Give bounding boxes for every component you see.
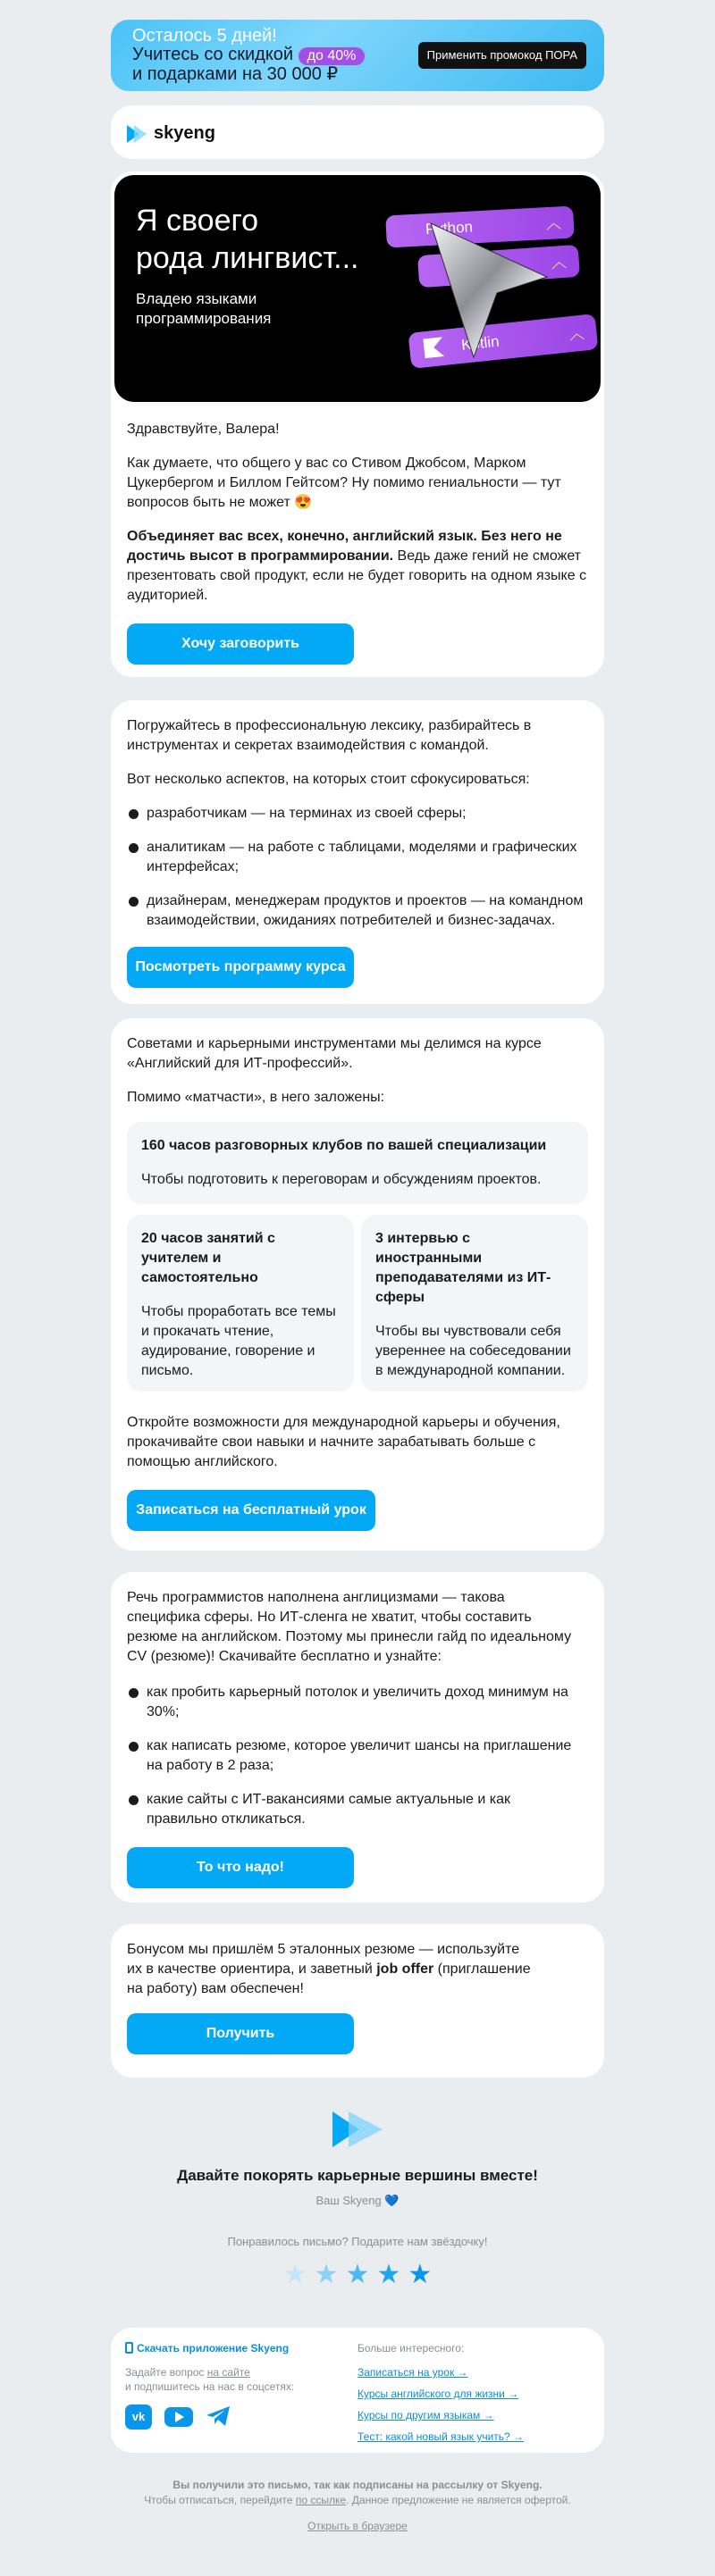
intro-paragraph-2: Объединяет вас всех, конечно, английский язык. Без него не достичь высот в программировании. Ведь даже гений не сможет презентовать свой продукт, если не будет говорить на одном языке с аудиторией.	[127, 529, 587, 603]
banner-line1: Осталось 5 дней!	[132, 26, 277, 46]
chevron-up-icon: ︿	[545, 214, 562, 233]
python-pill: Python ︿	[385, 206, 575, 248]
skyeng-logo-icon	[329, 2110, 386, 2149]
subscription-note: Вы получили это письмо, так как подписаны на рассылку от Skyeng.	[172, 2479, 543, 2491]
intro-paragraph: Как думаете, что общего у вас со Стивом Джобсом, Марком Цукербергом и Биллом Гейтсом? Ну помимо гениальности — тут вопросов быть не может 😍	[127, 456, 561, 510]
link-language-test[interactable]: Тест: какой новый язык учить? →	[358, 2430, 525, 2443]
vk-icon[interactable]: vk	[125, 2405, 152, 2430]
list-item: какие сайты с ИТ-вакансиями самые актуальные и как правильно откликаться.	[127, 1790, 574, 1829]
banner-text	[132, 27, 365, 84]
more-links	[358, 2362, 590, 2447]
aspects-list	[127, 804, 588, 931]
list-item: аналитикам — на работе с таблицами, моделями и графических интерфейсах;	[127, 838, 588, 877]
get-guide-button[interactable]: То что надо!	[127, 1847, 354, 1888]
bonus-card	[111, 1924, 604, 2078]
vocab-card	[111, 700, 604, 1004]
promo-banner[interactable]	[111, 20, 604, 91]
star-icon[interactable]: ★	[282, 2260, 307, 2289]
star-icon[interactable]: ★	[314, 2260, 339, 2289]
more-title: Больше интересного:	[358, 2342, 465, 2354]
link-book-lesson[interactable]: Записаться на урок →	[358, 2366, 468, 2379]
get-bonus-button[interactable]: Получить	[127, 2013, 354, 2054]
closing-section	[111, 2110, 604, 2208]
hero-title: Я своего рода лингвист...	[136, 204, 359, 275]
hero-subtitle: Владею языками программирования	[136, 290, 272, 327]
promo-code-button[interactable]: Применить промокод ПОРА	[418, 42, 586, 69]
feature-interviews: 3 интервью с иностранными преподавателями из ИТ-сферы Чтобы вы чувствовали себя увереннее на собеседовании в международной компании.	[361, 1215, 588, 1392]
free-lesson-button[interactable]: Записаться на бесплатный урок	[127, 1490, 375, 1531]
signature: Ваш Skyeng 💙	[315, 2194, 400, 2207]
rating-section	[111, 2235, 604, 2290]
feature-lessons: 20 часов занятий с учителем и самостоятельно Чтобы проработать все темы и прокачать чтение, аудирование, говорение и письмо.	[127, 1215, 354, 1392]
course-card	[111, 1018, 604, 1551]
star-rating	[111, 2259, 604, 2290]
banner-line3: и подарками на 30 000 ₽	[132, 64, 339, 84]
social-links	[125, 2405, 340, 2430]
rating-prompt: Понравилось письмо? Подарите нам звёздочку!	[227, 2235, 488, 2248]
open-in-browser-link[interactable]: Открыть в браузере	[307, 2520, 408, 2532]
chevron-up-icon: ︿	[568, 324, 585, 344]
kotlin-pill: Kotlin ︿	[408, 314, 598, 369]
feature-speaking-clubs: 160 часов разговорных клубов по вашей специализации Чтобы подготовить к переговорам и обсуждениям проектов.	[127, 1122, 588, 1204]
unsubscribe-link[interactable]: по ссылке	[295, 2494, 347, 2506]
list-item: как пробить карьерный потолок и увеличить доход минимум на 30%;	[127, 1683, 574, 1722]
course-paragraph: Советами и карьерными инструментами мы делимся на курсе «Английский для ИТ-профессий».	[127, 1036, 542, 1071]
vocab-paragraph-2: Вот несколько аспектов, на которых стоит сфокусироваться:	[127, 772, 530, 787]
star-icon[interactable]: ★	[376, 2260, 401, 2289]
link-english-life[interactable]: Курсы английского для жизни →	[358, 2388, 519, 2400]
list-item: разработчикам — на терминах из своей сферы;	[127, 804, 588, 824]
footer-left	[125, 2342, 340, 2430]
footer-right	[358, 2342, 590, 2447]
list-item: дизайнерам, менеджерам продуктов и проектов — на командном взаимодействии, ожиданиях потребителей и бизнес-задачах.	[127, 891, 588, 931]
view-program-button[interactable]: Посмотреть программу курса	[127, 947, 354, 988]
discount-badge: до 40%	[299, 47, 366, 65]
hero-image	[114, 175, 601, 402]
star-icon[interactable]: ★	[408, 2260, 433, 2289]
app-download-link[interactable]: Скачать приложение Skyeng	[125, 2342, 340, 2354]
skyeng-logo-icon	[127, 125, 148, 143]
banner-line2: Учитесь со скидкой	[132, 45, 294, 64]
closing-headline: Давайте покорять карьерные вершины вместе!	[177, 2167, 538, 2184]
telegram-icon[interactable]	[206, 2405, 231, 2428]
cv-paragraph: Речь программистов наполнена англицизмами — такова специфика сферы. Но ИТ-сленга не хватит, чтобы составить резюме на английском. Поэтому мы принесли гайд по идеальному CV (резюме)! Скачивайте бесплатно и узнайте:	[127, 1590, 572, 1664]
youtube-icon[interactable]	[164, 2407, 193, 2427]
list-item: как написать резюме, которое увеличит шансы на приглашение на работу в 2 раза;	[127, 1736, 574, 1776]
header	[111, 105, 604, 159]
footer-card	[111, 2328, 604, 2453]
unsubscribe-note: Чтобы отписаться, перейдите по ссылке. Данное предложение не является офертой.	[144, 2494, 571, 2506]
cursor-arrow-icon	[422, 214, 556, 366]
brand-name: skyeng	[154, 123, 215, 143]
phone-icon	[125, 2342, 133, 2354]
ask-question-text: Задайте вопрос на сайте и подпишитесь на нас в соцсетях:	[125, 2366, 295, 2393]
chevron-up-icon: ︿	[551, 253, 568, 272]
cv-benefits-list	[127, 1683, 574, 1829]
skyeng-logo[interactable]	[127, 123, 215, 144]
course-paragraph-2: Помимо «матчасти», в него заложены:	[127, 1090, 385, 1105]
bonus-paragraph: Бонусом мы пришлём 5 эталонных резюме — используйте их в качестве ориентира, и заветный job offer (приглашение на работу) вам обеспечен!	[127, 1942, 531, 1996]
legal-section	[111, 2478, 604, 2534]
course-paragraph-3: Откройте возможности для международной карьеры и обучения, прокачивайте свои навыки и начните зарабатывать больше с помощью английского.	[127, 1415, 560, 1469]
star-icon[interactable]: ★	[345, 2260, 370, 2289]
greeting: Здравствуйте, Валера!	[127, 422, 280, 437]
intro-card	[111, 171, 604, 677]
vocab-paragraph: Погружайтесь в профессиональную лексику, разбирайтесь в инструментах и секретах взаимодействия с командой.	[127, 718, 532, 753]
site-link[interactable]: на сайте	[206, 2366, 250, 2379]
start-speaking-button[interactable]: Хочу заговорить	[127, 623, 354, 665]
cv-card	[111, 1572, 604, 1903]
link-other-languages[interactable]: Курсы по другим языкам →	[358, 2409, 494, 2421]
